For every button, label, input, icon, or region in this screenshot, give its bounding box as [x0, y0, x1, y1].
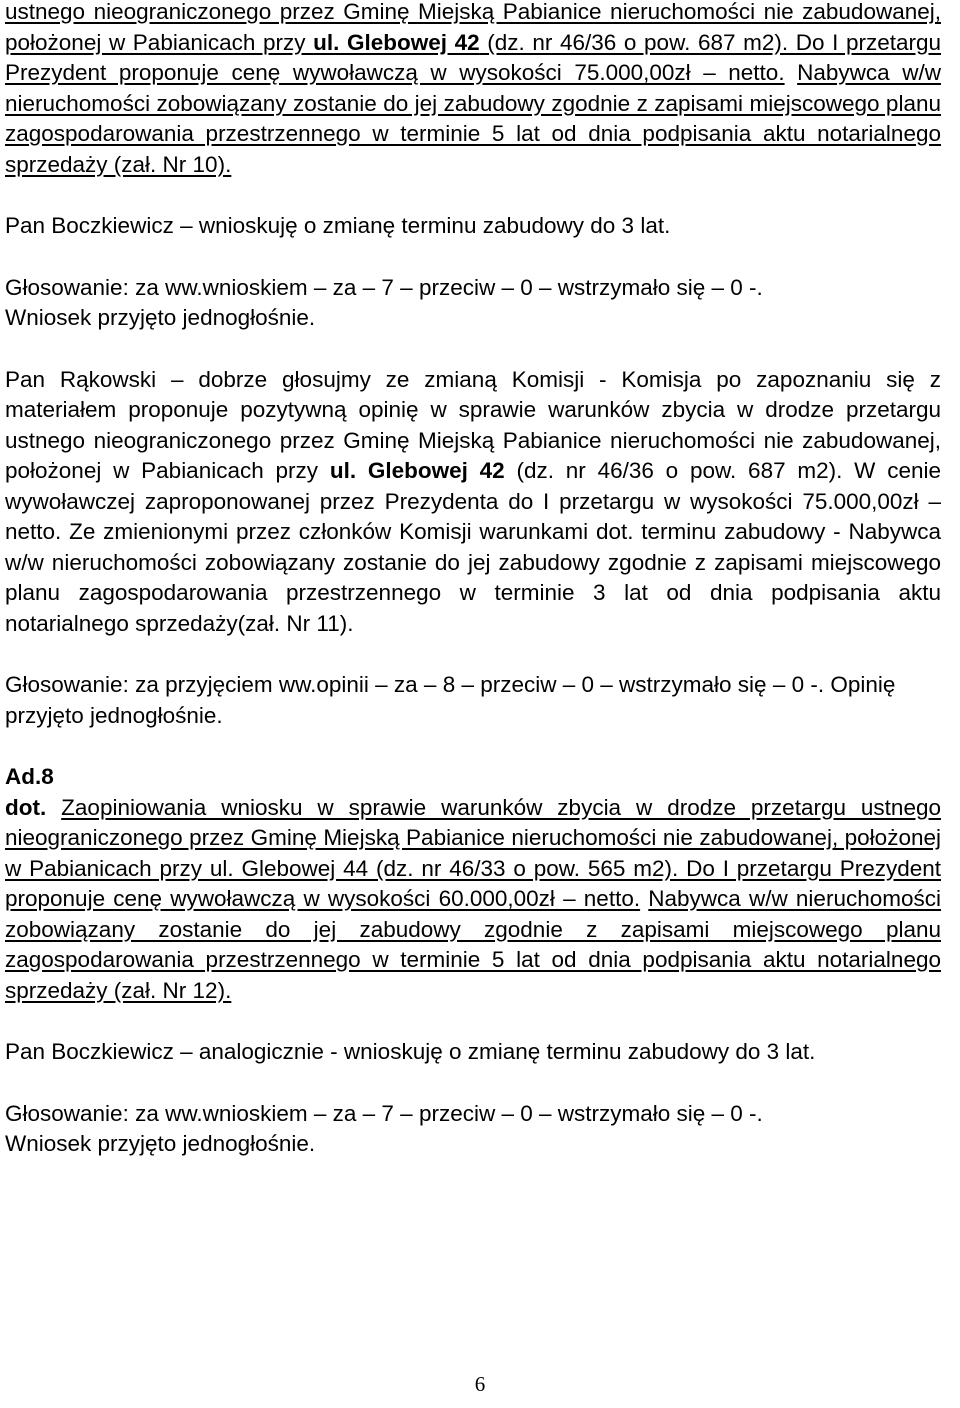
underlined-text: Nabywca w/w nieruchomości zobowiązany zostanie do jej zabudowy zgodnie z zapisami miejscowego planu zagospodarowania przestrzennego w terminie 5 lat od dnia podpisania aktu notarialnego sprzedaży (zał. Nr 12). [5, 886, 941, 1003]
paragraph-tender-glebowa-44 [5, 793, 941, 1007]
paragraph-spacer [5, 242, 941, 273]
underlined-text: (dz. nr 46/36 o pow. 687 m2). Do I przetargu Prezydent proponuje cenę wywoławczą w wysokości 75.000,00zł – netto. [5, 29, 941, 85]
paragraph-spacer [5, 1006, 941, 1037]
bold-address: ul. Glebowej 42 [313, 29, 480, 55]
page-content [5, 0, 941, 1160]
page-number: 6 [474, 1372, 486, 1396]
statement-boczkiewicz-analogous: Pan Boczkiewicz – analogicznie - wnioskuję o zmianę terminu zabudowy do 3 lat. [5, 1039, 816, 1064]
underlined-text: ustnego nieograniczonego przez Gminę Miejską Pabianice nieruchomości nie zabudowanej, położonej w Pabianicach przy [5, 0, 941, 55]
agenda-number: Ad.8 [5, 764, 54, 789]
paragraph-spacer [5, 639, 941, 670]
paragraph-spacer [5, 180, 941, 211]
paragraph-tender-glebowa-42 [5, 0, 941, 180]
text-run: Pan Rąkowski – dobrze głosujmy ze zmianą Komisji - Komisja po zapoznaniu się z materiałem proponuje pozytywną opinię w sprawie warunków zbycia w drodze przetargu ustnego nieograniczonego przez Gminę Miejską Pabianice nieruchomości nie zabudowanej, położonej w Pabianicach przy [5, 366, 941, 483]
bold-address: ul. Glebowej 42 [329, 458, 505, 483]
paragraph-spacer [5, 1068, 941, 1099]
statement-rakowski [5, 365, 941, 640]
vote-result: Głosowanie: za ww.wnioskiem – za – 7 – przeciw – 0 – wstrzymało się – 0 -. [5, 274, 763, 300]
text-run: (dz. nr 46/36 o pow. 687 m2). W cenie wywoławczej zaproponowanej przez Prezydenta do I przetargu w wysokości 75.000,00zł – netto. Ze zmienionymi przez członków Komisji warunkami dot. terminu zabudowy - Nabywca w/w nieruchomości zobowiązany zostanie do jej zabudowy zgodnie z zapisami miejscowego planu zagospodarowania przestrzennego w terminie 3 lat od dnia podpisania aktu notarialnego sprzedaży(zał. Nr 11). [5, 458, 941, 636]
agenda-dot: dot. [5, 794, 47, 820]
vote-outcome: Wniosek przyjęto jednogłośnie. [5, 305, 316, 330]
space [46, 795, 61, 820]
vote-outcome: Wniosek przyjęto jednogłośnie. [5, 1131, 316, 1156]
vote-result-opinion: Głosowanie: za przyjęciem ww.opinii – za – 8 – przeciw – 0 – wstrzymało się – 0 -. Opinię przyjęto jednogłośnie. [5, 672, 896, 728]
agenda-heading [5, 762, 941, 793]
vote-result: Głosowanie: za ww.wnioskiem – za – 7 – przeciw – 0 – wstrzymało się – 0 -. [5, 1100, 763, 1126]
underlined-text: Zaopiniowania wniosku w sprawie warunków zbycia w drodze przetargu ustnego nieograniczonego przez Gminę Miejską Pabianice nieruchomości nie zabudowanej, położonej w Pabianicach przy ul. Glebowej 44 (dz. nr 46/33 o pow. 565 m2). Do I przetargu Prezydent proponuje cenę wywoławczą w wysokości 60.000,00zł – netto. [5, 794, 941, 911]
space [785, 60, 798, 85]
underlined-text: Nabywca w/w nieruchomości zobowiązany zostanie do jej zabudowy zgodnie z zapisami miejscowego planu zagospodarowania przestrzennego w terminie 5 lat od dnia podpisania aktu notarialnego sprzedaży (zał. Nr 10). [5, 60, 941, 177]
paragraph-spacer [5, 731, 941, 762]
paragraph-spacer [5, 334, 941, 365]
statement-boczkiewicz: Pan Boczkiewicz – wnioskuję o zmianę terminu zabudowy do 3 lat. [5, 213, 671, 238]
